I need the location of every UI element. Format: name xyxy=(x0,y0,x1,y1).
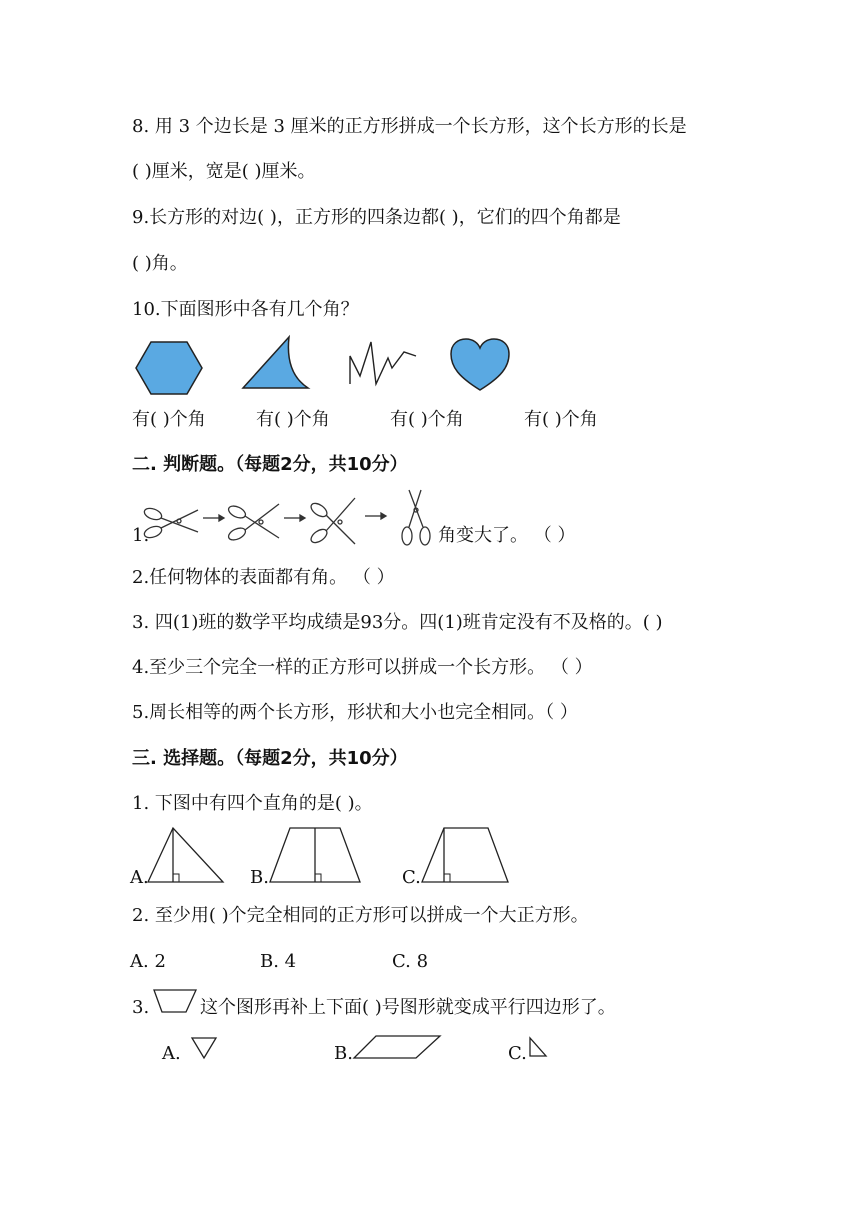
judge-q2: 2.任何物体的表面都有角。 （ ） xyxy=(132,567,395,588)
trapezoid-piece-outline xyxy=(154,990,196,1012)
heart-shape xyxy=(449,337,511,393)
choice-q1-option-c: C. xyxy=(402,867,421,888)
choice-q3-option-b: B. xyxy=(334,1043,353,1064)
q10-text: 10.下面图形中各有几个角？ xyxy=(132,299,359,320)
q8-line1: 8. 用 3 个边长是 3 厘米的正方形拼成一个长方形，这个长方形的长是 xyxy=(132,116,687,137)
right-trapezoid-outline xyxy=(422,828,508,882)
q10-caption-2: 有( )个角 xyxy=(256,409,330,430)
right-angle-mark xyxy=(444,874,450,882)
choice-q2: 2. 至少用( )个完全相同的正方形可以拼成一个大正方形。 xyxy=(132,905,589,926)
arrow-icon-2 xyxy=(284,515,305,521)
right-angle-mark xyxy=(315,874,321,882)
down-triangle-shape xyxy=(190,1036,218,1060)
trapezoid-piece-shape xyxy=(152,988,198,1014)
choice-q1-option-a: A. xyxy=(130,867,149,888)
scissors-icon-4 xyxy=(402,490,430,545)
heart-fill xyxy=(451,339,509,390)
q10-caption-4: 有( )个角 xyxy=(524,409,598,430)
small-right-triangle-shape xyxy=(528,1036,548,1058)
trapezoid-with-height-shape xyxy=(268,826,364,884)
hexagon-shape xyxy=(134,340,204,396)
section3-heading: 三. 选择题。（每题2分，共10分） xyxy=(132,748,408,769)
choice-q1-option-b: B. xyxy=(250,867,269,888)
q10-caption-1: 有( )个角 xyxy=(132,409,206,430)
curved-triangle-fill xyxy=(243,337,308,388)
q9-line2: ( )角。 xyxy=(132,253,188,274)
choice-q2-option-c: C. 8 xyxy=(392,951,429,972)
small-right-triangle-outline xyxy=(530,1038,546,1056)
judge-q3: 3. 四(1)班的数学平均成绩是93分。四(1)班肯定没有不及格的。( ) xyxy=(132,612,663,633)
triangle-outline xyxy=(148,828,223,882)
scissors-sequence xyxy=(143,488,443,548)
choice-q3-text: 这个图形再补上下面( )号图形就变成平行四边形了。 xyxy=(200,997,616,1018)
right-trapezoid-with-height-shape xyxy=(420,826,510,884)
zigzag-lines-shape xyxy=(346,336,420,390)
arrow-icon-3 xyxy=(365,513,386,519)
hexagon-fill xyxy=(136,342,202,394)
section2-heading: 二. 判断题。（每题2分，共10分） xyxy=(132,454,408,475)
parallelogram-outline xyxy=(354,1036,440,1058)
choice-q3-option-a: A. xyxy=(162,1043,181,1064)
right-angle-mark xyxy=(173,874,179,882)
scissors-icon-3 xyxy=(309,498,355,545)
choice-q3-number: 3. xyxy=(132,997,150,1018)
choice-q2-option-a: A. 2 xyxy=(130,951,166,972)
scissors-icon-1 xyxy=(143,506,198,540)
q10-caption-3: 有( )个角 xyxy=(390,409,464,430)
arrow-icon-1 xyxy=(203,515,224,521)
judge-q1-number: 1. xyxy=(132,525,150,546)
curved-triangle-shape xyxy=(240,333,312,391)
choice-q3-option-c: C. xyxy=(508,1043,527,1064)
triangle-with-height-shape xyxy=(146,826,226,884)
judge-q1-text: 角变大了。 （ ） xyxy=(438,525,576,546)
judge-q5: 5.周长相等的两个长方形，形状和大小也完全相同。（ ） xyxy=(132,702,578,723)
choice-q2-option-b: B. 4 xyxy=(260,951,297,972)
choice-q1: 1. 下图中有四个直角的是( )。 xyxy=(132,793,373,814)
scissors-icon-2 xyxy=(227,504,279,543)
q8-line2: ( )厘米，宽是( )厘米。 xyxy=(132,161,316,182)
down-triangle-outline xyxy=(192,1038,216,1058)
q9-line1: 9.长方形的对边( )，正方形的四条边都( )，它们的四个角都是 xyxy=(132,207,621,228)
judge-q4: 4.至少三个完全一样的正方形可以拼成一个长方形。 （ ） xyxy=(132,657,593,678)
parallelogram-shape xyxy=(352,1034,442,1060)
zigzag-polyline xyxy=(350,342,416,384)
